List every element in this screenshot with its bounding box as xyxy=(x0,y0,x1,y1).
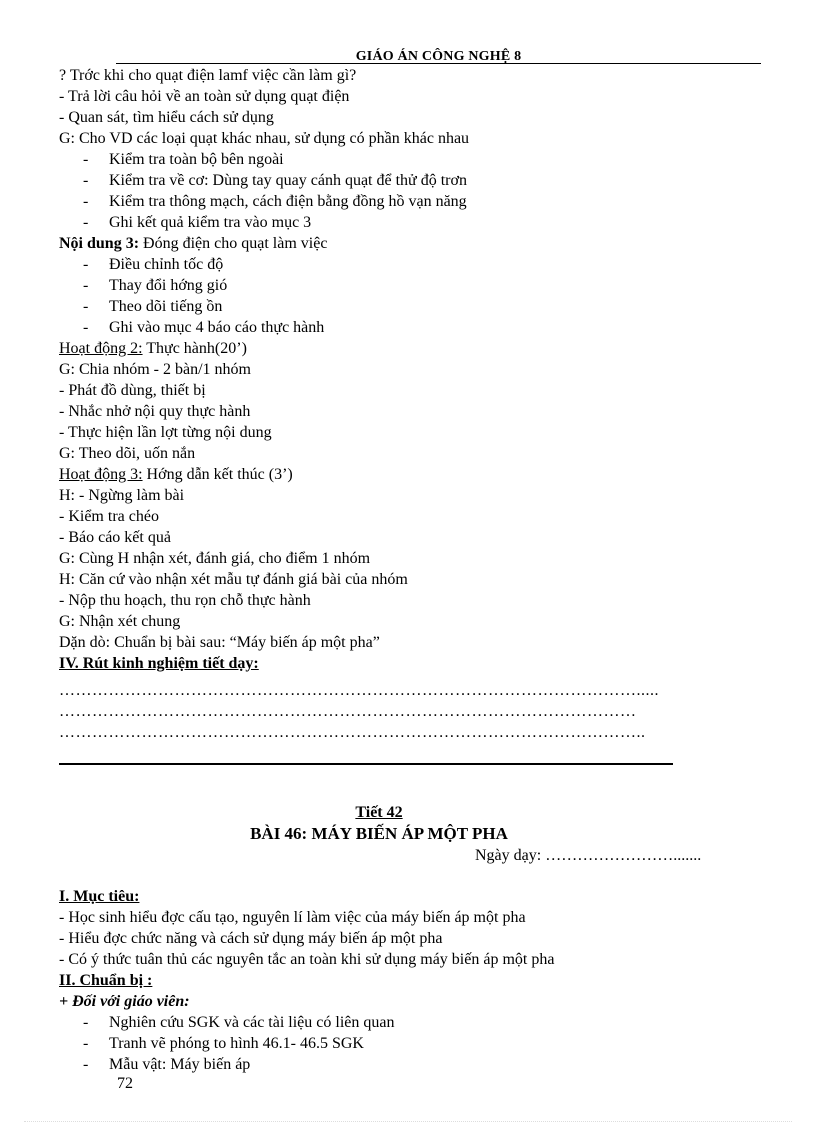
list-item: - Tranh vẽ phóng to hình 46.1- 46.5 SGK xyxy=(83,1035,364,1052)
list-item: - Kiểm tra về cơ: Dùng tay quay cánh quạt để thử độ trơn xyxy=(83,172,467,189)
page-bottom-edge xyxy=(24,1121,792,1122)
page-header-title: GIÁO ÁN CÔNG NGHỆ 8 xyxy=(355,49,522,64)
list-item: - Mẫu vật: Máy biến áp xyxy=(83,1056,251,1073)
content-3-line: Nội dung 3: Đóng điện cho quạt làm việc xyxy=(59,235,328,252)
activity-2-label: Hoạt động 2: xyxy=(59,340,143,357)
list-item: - Điều chỉnh tốc độ xyxy=(83,256,224,273)
text-line: - Thực hiện lần lợt từng nội dung xyxy=(59,424,272,441)
list-item: - Thay đổi hớng gió xyxy=(83,277,228,294)
activity-3-line: Hoạt động 3: Hớng dẫn kết thúc (3’) xyxy=(59,466,293,483)
lesson-title: BÀI 46: MÁY BIẾN ÁP MỘT PHA xyxy=(250,824,508,843)
text-line: - Trả lời câu hỏi về an toàn sử dụng quạt điện xyxy=(59,88,350,105)
text-line: - Kiểm tra chéo xyxy=(59,508,159,525)
text-line: Dặn dò: Chuẩn bị bài sau: “Máy biến áp một pha” xyxy=(59,634,380,651)
objectives-heading: I. Mục tiêu: xyxy=(59,888,140,905)
experience-heading: IV. Rút kinh nghiệm tiết dạy: xyxy=(59,655,259,672)
section-divider xyxy=(59,763,673,765)
text-line: - Học sinh hiểu đợc cấu tạo, nguyên lí làm việc của máy biến áp một pha xyxy=(59,909,526,926)
text-line: - Có ý thức tuân thủ các nguyên tắc an toàn khi sử dụng máy biến áp một pha xyxy=(59,951,555,968)
lesson-heading xyxy=(59,803,759,864)
dotted-line: …………………………………………………………………………………………… xyxy=(59,703,637,720)
text-line: H: Căn cứ vào nhận xét mẫu tự đánh giá bài của nhóm xyxy=(59,571,408,588)
text-line: H: - Ngừng làm bài xyxy=(59,487,185,504)
text-line: G: Chia nhóm - 2 bàn/1 nhóm xyxy=(59,361,251,378)
content-3-label: Nội dung 3: xyxy=(59,235,140,252)
text-line: - Quan sát, tìm hiểu cách sử dụng xyxy=(59,109,274,126)
lesson-part-1 xyxy=(59,65,759,743)
text-line: G: Cùng H nhận xét, đánh giá, cho điểm 1 nhóm xyxy=(59,550,371,567)
text-line: - Nộp thu hoạch, thu rọn chỗ thực hành xyxy=(59,592,311,609)
list-item: - Kiểm tra thông mạch, cách điện bằng đồng hồ vạn năng xyxy=(83,193,467,210)
teacher-heading: + Đối với giáo viên: xyxy=(59,993,190,1010)
text-line: ? Trớc khi cho quạt điện lamf việc cần làm gì? xyxy=(59,67,357,84)
teaching-date: Ngày dạy: ……………………....... xyxy=(475,847,702,864)
text-line: - Hiểu đợc chức năng và cách sử dụng máy biến áp một pha xyxy=(59,930,443,947)
text-line: - Báo cáo kết quả xyxy=(59,529,171,546)
text-line: - Nhắc nhở nội quy thực hành xyxy=(59,403,251,420)
text-line: - Phát đồ dùng, thiết bị xyxy=(59,382,206,399)
header-rule xyxy=(116,63,761,64)
list-item: - Kiểm tra toàn bộ bên ngoài xyxy=(83,151,284,168)
dotted-line: ……………………………………………………………………………………………..... xyxy=(59,682,659,699)
list-item: - Ghi vào mục 4 báo cáo thực hành xyxy=(83,319,325,336)
text-line: G: Nhận xét chung xyxy=(59,613,181,630)
activity-3-label: Hoạt động 3: xyxy=(59,466,143,483)
page-number: 72 xyxy=(117,1075,133,1092)
lesson-part-2 xyxy=(59,886,779,1075)
text-line: G: Cho VD các loại quạt khác nhau, sử dụng có phần khác nhau xyxy=(59,130,470,147)
list-item: - Theo dõi tiếng ồn xyxy=(83,298,223,315)
text-line: G: Theo dõi, uốn nắn xyxy=(59,445,196,462)
list-item: - Nghiên cứu SGK và các tài liệu có liên quan xyxy=(83,1014,395,1031)
list-item: - Ghi kết quả kiểm tra vào mục 3 xyxy=(83,214,312,231)
period-number: Tiết 42 xyxy=(355,804,403,821)
activity-2-line: Hoạt động 2: Thực hành(20’) xyxy=(59,340,247,357)
preparation-heading: II. Chuẩn bị : xyxy=(59,972,153,989)
dotted-line: …………………………………………………………………………………………….. xyxy=(59,724,646,741)
